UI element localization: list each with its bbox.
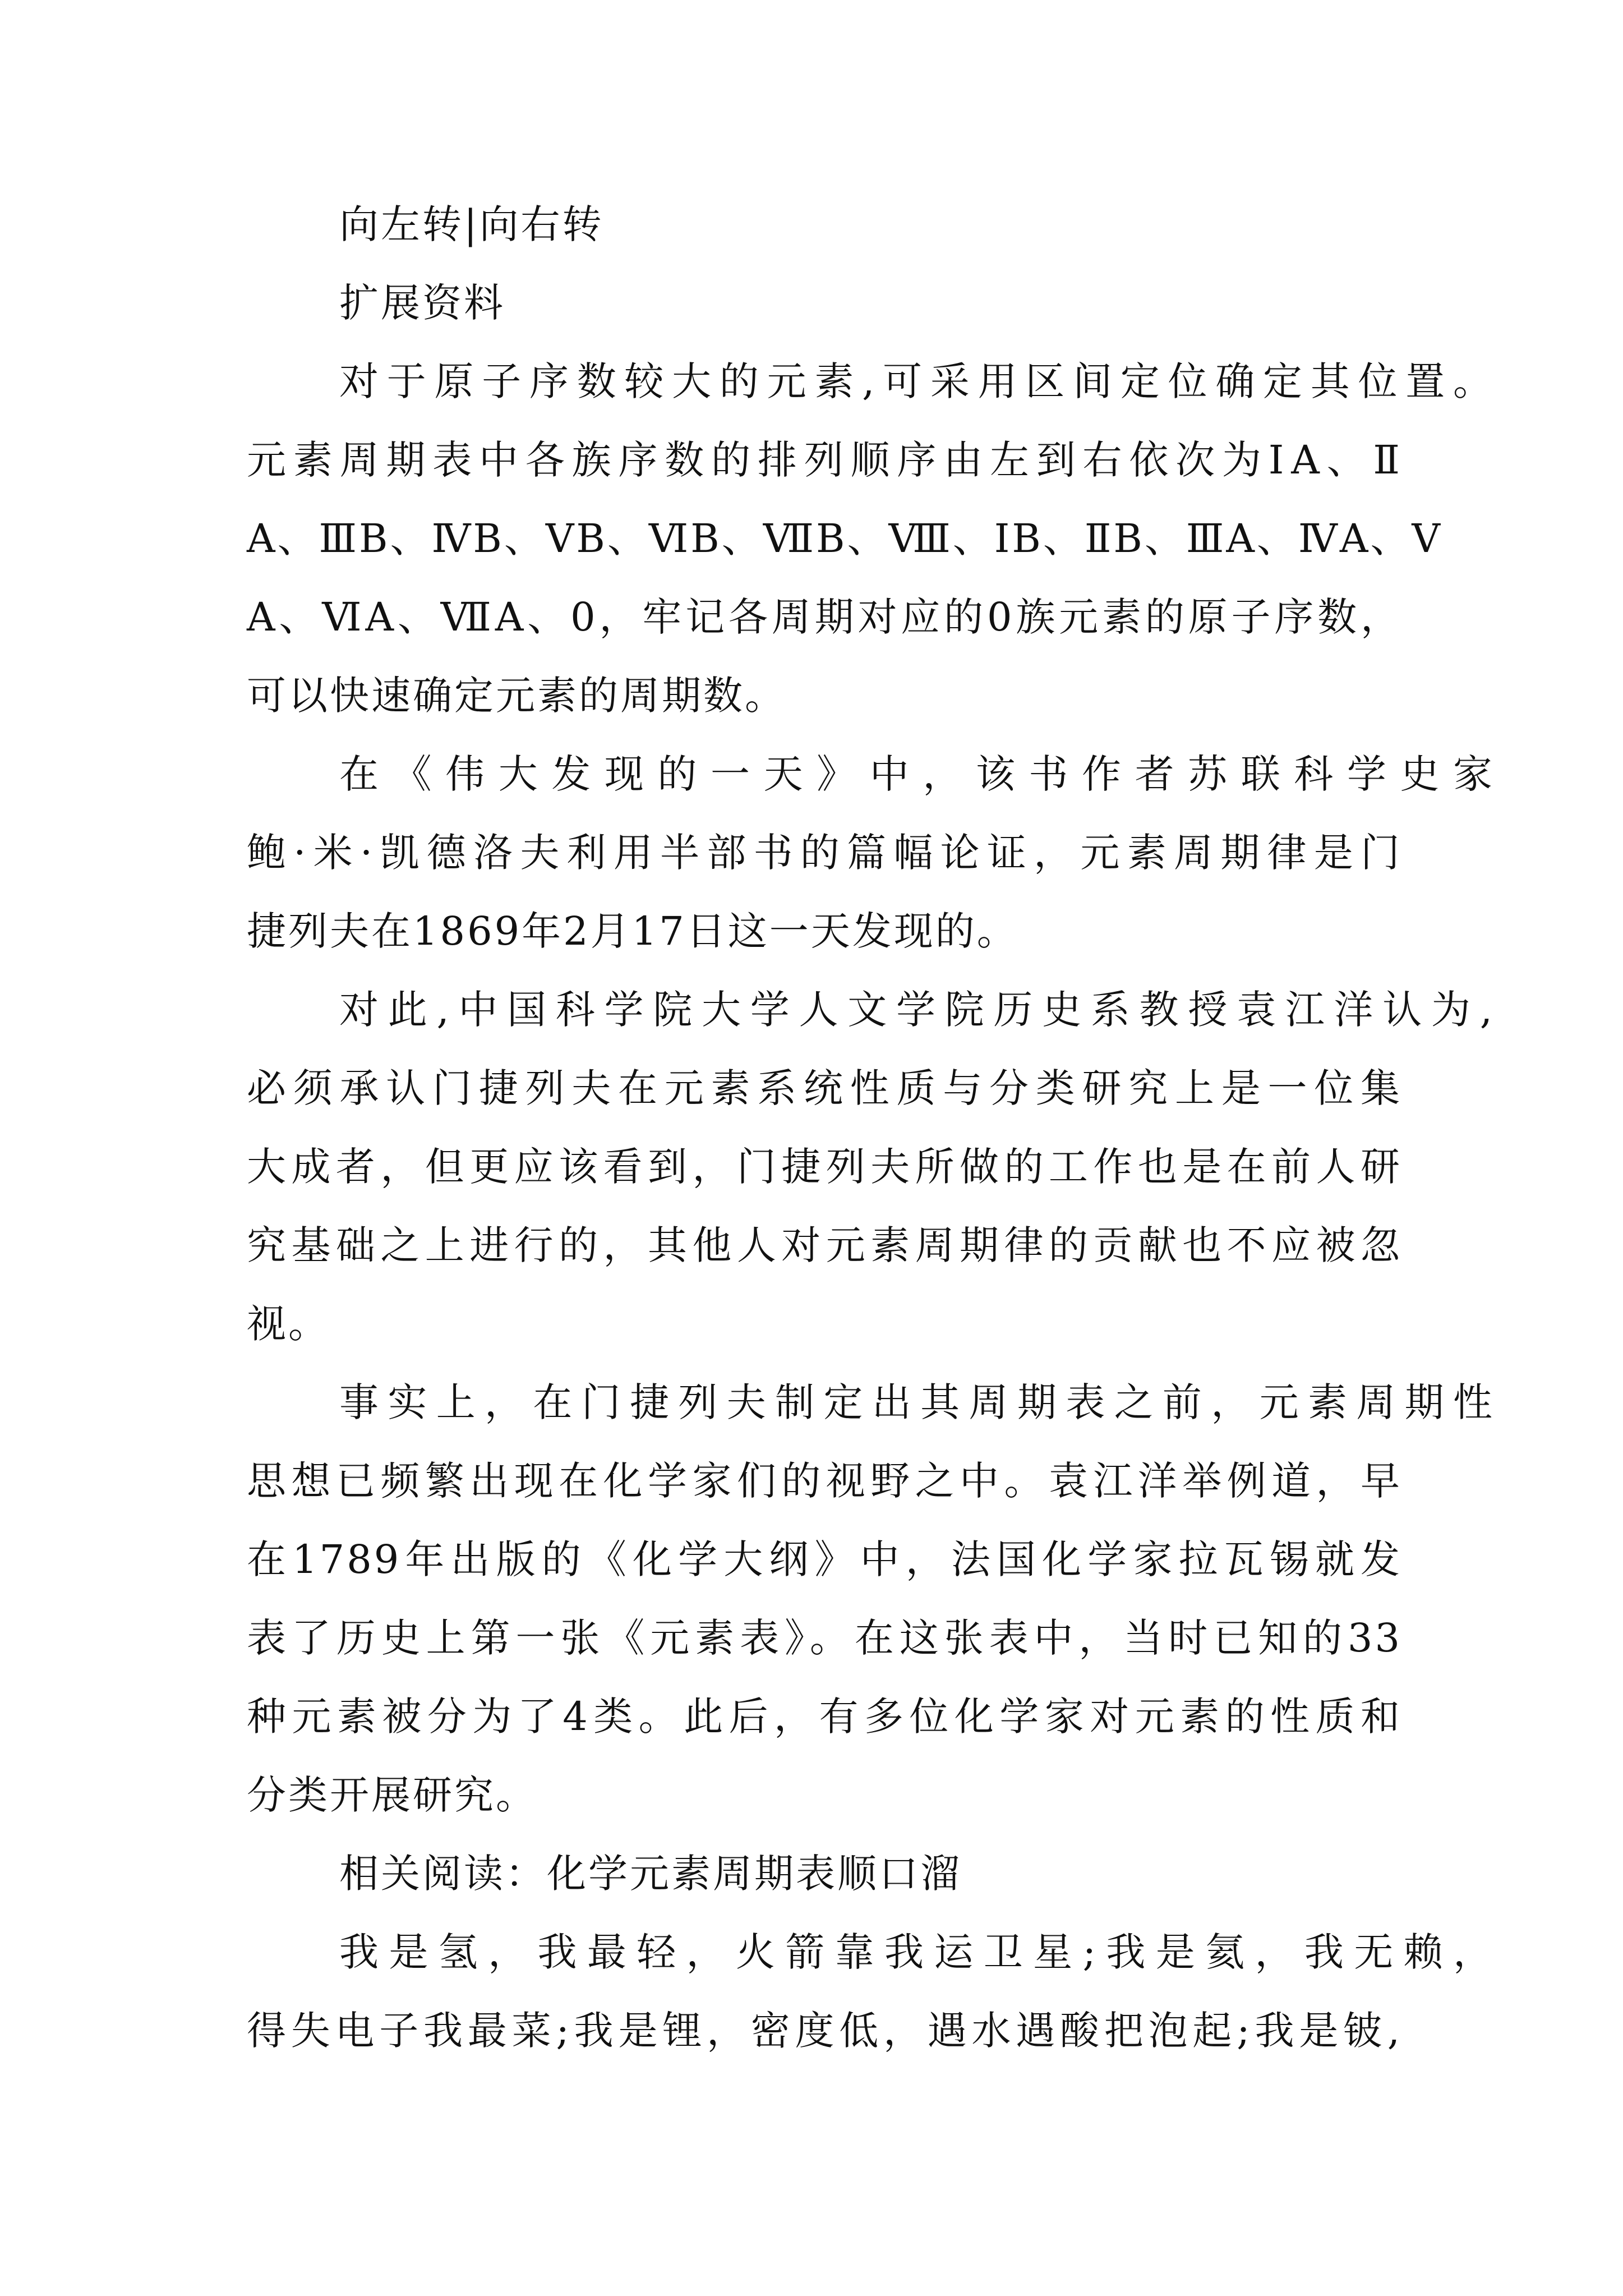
paragraph-line: 种元素被分为了4类。此后，有多位化学家对元素的性质和: [247, 1694, 1402, 1740]
paragraph-line: 必须承认门捷列夫在元素系统性质与分类研究上是一位集: [247, 1065, 1402, 1111]
paragraph-line: 捷列夫在1869年2月17日这一天发现的。: [247, 908, 1018, 954]
document-page: [247, 185, 1495, 2070]
paragraph-yuan-jiangyang-view: [247, 970, 1495, 1363]
paragraph-historical-facts: [247, 1363, 1495, 1834]
paragraph-line: A、ⅢB、ⅣB、ⅤB、ⅥB、ⅦB、Ⅷ、ⅠB、ⅡB、ⅢA、ⅣA、Ⅴ: [247, 516, 1442, 562]
paragraph-line: 究基础之上进行的，其他人对元素周期律的贡献也不应被忽: [247, 1222, 1402, 1268]
paragraph-line: 得失电子我最菜;我是锂，密度低，遇水遇酸把泡起;我是铍,: [247, 2008, 1402, 2054]
paragraph-line: 鲍·米·凯德洛夫利用半部书的篇幅论证，元素周期律是门: [247, 830, 1402, 876]
paragraph-line: 大成者，但更应该看到，门捷列夫所做的工作也是在前人研: [247, 1144, 1402, 1190]
paragraph-line: 元素周期表中各族序数的排列顺序由左到右依次为ⅠA、Ⅱ: [247, 437, 1402, 483]
paragraph-line: 可以快速确定元素的周期数。: [247, 673, 786, 719]
paragraph-line: A、ⅥA、ⅦA、0，牢记各周期对应的0族元素的原子序数，: [247, 594, 1402, 640]
paragraph-line: 在1789年出版的《化学大纲》中，法国化学家拉瓦锡就发: [247, 1536, 1402, 1582]
paragraph-line: 我是氢，我最轻，火箭靠我运卫星;我是氦，我无赖，: [339, 1929, 1495, 1975]
paragraph-line: 视。: [247, 1301, 330, 1347]
paragraph-interval-positioning: [247, 342, 1495, 735]
paragraph-line: 表了历史上第一张《元素表》。在这张表中，当时已知的33: [247, 1615, 1402, 1661]
paragraph-line: 事实上，在门捷列夫制定出其周期表之前，元素周期性: [339, 1379, 1495, 1425]
paragraph-great-discovery-day: [247, 735, 1495, 970]
related-reading-heading: 相关阅读：化学元素周期表顺口溜: [339, 1851, 962, 1897]
paragraph-line: 在《伟大发现的一天》中，该书作者苏联科学史家: [339, 751, 1495, 797]
paragraph-line: 对此,中国科学院大学人文学院历史系教授袁江洋认为,: [339, 987, 1495, 1033]
extended-material-heading: 扩展资料: [339, 280, 505, 326]
turn-left-right-line: 向左转|向右转: [339, 201, 604, 247]
paragraph-line: 思想已频繁出现在化学家们的视野之中。袁江洋举例道，早: [247, 1458, 1402, 1504]
paragraph-periodic-table-rhyme: [247, 1913, 1495, 2070]
paragraph-line: 对于原子序数较大的元素,可采用区间定位确定其位置。: [339, 358, 1495, 404]
paragraph-line: 分类开展研究。: [247, 1772, 537, 1818]
